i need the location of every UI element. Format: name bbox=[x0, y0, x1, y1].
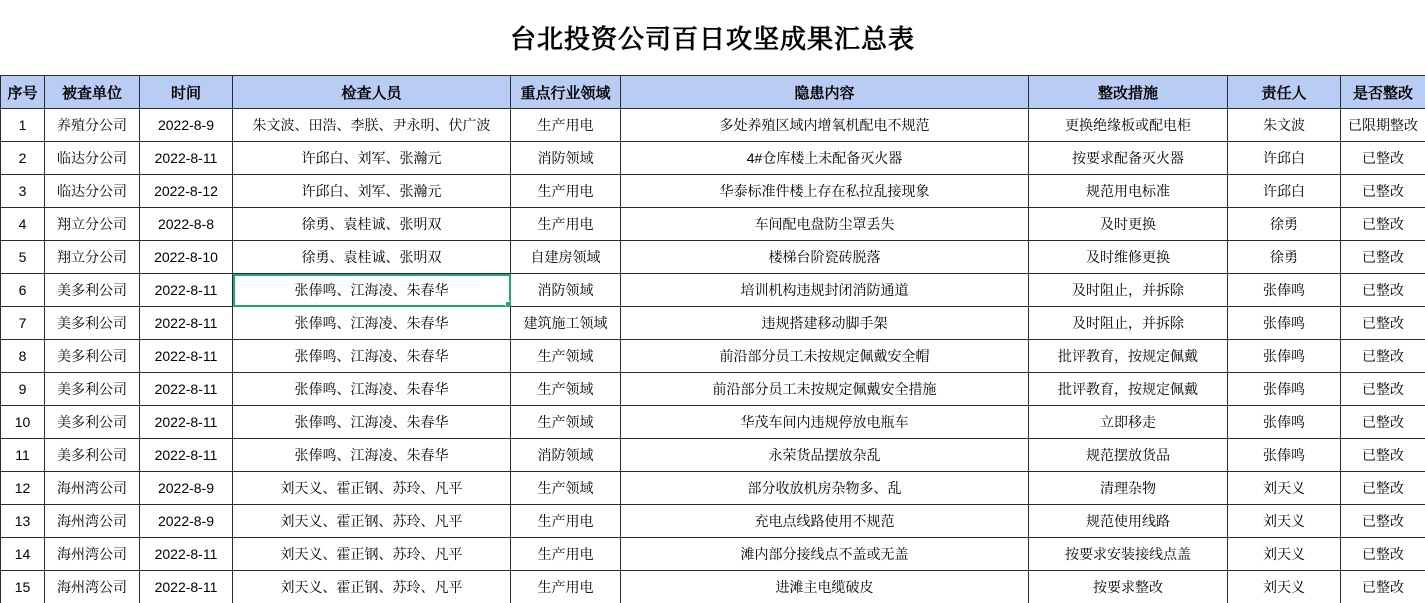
cell-unit[interactable]: 养殖分公司 bbox=[45, 109, 140, 142]
cell-owner[interactable]: 徐勇 bbox=[1228, 208, 1341, 241]
header-row bbox=[1, 76, 1425, 109]
cell-status[interactable]: 已整改 bbox=[1341, 373, 1425, 406]
cell-status[interactable]: 已整改 bbox=[1341, 208, 1425, 241]
cell-hazard[interactable]: 部分收放机房杂物多、乱 bbox=[621, 472, 1029, 505]
cell-date[interactable]: 2022-8-11 bbox=[140, 571, 233, 603]
cell-measure[interactable]: 及时维修更换 bbox=[1029, 241, 1228, 274]
cell-status[interactable]: 已整改 bbox=[1341, 241, 1425, 274]
cell-date[interactable]: 2022-8-11 bbox=[140, 142, 233, 175]
cell-date[interactable]: 2022-8-12 bbox=[140, 175, 233, 208]
cell-measure[interactable]: 立即移走 bbox=[1029, 406, 1228, 439]
cell-measure[interactable]: 及时阻止，并拆除 bbox=[1029, 274, 1228, 307]
cell-seq[interactable]: 12 bbox=[1, 472, 45, 505]
cell-unit[interactable]: 美多利公司 bbox=[45, 373, 140, 406]
cell-field[interactable]: 生产用电 bbox=[511, 505, 621, 538]
cell-hazard[interactable]: 进滩主电缆破皮 bbox=[621, 571, 1029, 603]
table-row bbox=[1, 505, 1425, 538]
cell-date[interactable]: 2022-8-11 bbox=[140, 307, 233, 340]
cell-status[interactable]: 已整改 bbox=[1341, 274, 1425, 307]
cell-measure[interactable]: 按要求配备灭火器 bbox=[1029, 142, 1228, 175]
table-row bbox=[1, 274, 1425, 307]
cell-status[interactable]: 已整改 bbox=[1341, 472, 1425, 505]
column-header-status[interactable]: 是否整改 bbox=[1341, 76, 1425, 109]
cell-unit[interactable]: 美多利公司 bbox=[45, 307, 140, 340]
cell-measure[interactable]: 更换绝缘板或配电柜 bbox=[1029, 109, 1228, 142]
table-row bbox=[1, 109, 1425, 142]
cell-inspectors[interactable]: 张俸鸣、江海凌、朱春华 bbox=[233, 307, 511, 340]
cell-inspectors[interactable]: 刘天义、霍正钢、苏玲、凡平 bbox=[233, 472, 511, 505]
cell-status[interactable]: 已整改 bbox=[1341, 439, 1425, 472]
cell-owner[interactable]: 许邱白 bbox=[1228, 142, 1341, 175]
table-row bbox=[1, 538, 1425, 571]
column-header-unit[interactable]: 被查单位 bbox=[45, 76, 140, 109]
cell-measure[interactable]: 规范用电标准 bbox=[1029, 175, 1228, 208]
cell-inspectors[interactable]: 徐勇、袁桂诚、张明双 bbox=[233, 208, 511, 241]
cell-field[interactable]: 自建房领域 bbox=[511, 241, 621, 274]
cell-field[interactable]: 消防领域 bbox=[511, 439, 621, 472]
cell-hazard[interactable]: 华茂车间内违规停放电瓶车 bbox=[621, 406, 1029, 439]
table-row bbox=[1, 340, 1425, 373]
cell-hazard[interactable]: 前沿部分员工未按规定佩戴安全帽 bbox=[621, 340, 1029, 373]
cell-owner[interactable]: 朱文波 bbox=[1228, 109, 1341, 142]
cell-owner[interactable]: 张俸鸣 bbox=[1228, 439, 1341, 472]
cell-inspectors[interactable]: 张俸鸣、江海凌、朱春华 bbox=[233, 439, 511, 472]
title-bar bbox=[0, 0, 1425, 75]
cell-measure[interactable]: 及时阻止，并拆除 bbox=[1029, 307, 1228, 340]
cell-unit[interactable]: 海州湾公司 bbox=[45, 505, 140, 538]
cell-date[interactable]: 2022-8-9 bbox=[140, 472, 233, 505]
cell-owner[interactable]: 张俸鸣 bbox=[1228, 340, 1341, 373]
column-header-owner[interactable]: 责任人 bbox=[1228, 76, 1341, 109]
cell-seq[interactable]: 13 bbox=[1, 505, 45, 538]
cell-owner[interactable]: 徐勇 bbox=[1228, 241, 1341, 274]
column-header-date[interactable]: 时间 bbox=[140, 76, 233, 109]
column-header-field[interactable]: 重点行业领域 bbox=[511, 76, 621, 109]
cell-status[interactable]: 已整改 bbox=[1341, 571, 1425, 603]
table-row bbox=[1, 142, 1425, 175]
table-row bbox=[1, 439, 1425, 472]
cell-date[interactable]: 2022-8-11 bbox=[140, 439, 233, 472]
table-row bbox=[1, 472, 1425, 505]
table-row bbox=[1, 208, 1425, 241]
cell-inspectors[interactable]: 刘天义、霍正钢、苏玲、凡平 bbox=[233, 505, 511, 538]
cell-date[interactable]: 2022-8-8 bbox=[140, 208, 233, 241]
cell-hazard[interactable]: 前沿部分员工未按规定佩戴安全措施 bbox=[621, 373, 1029, 406]
selected-cell-inspectors[interactable]: 张俸鸣、江海凌、朱春华 bbox=[233, 274, 511, 307]
cell-measure[interactable]: 规范使用线路 bbox=[1029, 505, 1228, 538]
cell-hazard[interactable]: 华泰标准件楼上存在私拉乱接现象 bbox=[621, 175, 1029, 208]
cell-measure[interactable]: 批评教育，按规定佩戴 bbox=[1029, 340, 1228, 373]
cell-owner[interactable]: 张俸鸣 bbox=[1228, 373, 1341, 406]
cell-field[interactable]: 生产用电 bbox=[511, 208, 621, 241]
cell-field[interactable]: 生产用电 bbox=[511, 571, 621, 603]
cell-seq[interactable]: 4 bbox=[1, 208, 45, 241]
column-header-measure[interactable]: 整改措施 bbox=[1029, 76, 1228, 109]
column-header-seq[interactable]: 序号 bbox=[1, 76, 45, 109]
cell-hazard[interactable]: 滩内部分接线点不盖或无盖 bbox=[621, 538, 1029, 571]
cell-seq[interactable]: 5 bbox=[1, 241, 45, 274]
cell-inspectors[interactable]: 张俸鸣、江海凌、朱春华 bbox=[233, 373, 511, 406]
cell-measure[interactable]: 及时更换 bbox=[1029, 208, 1228, 241]
cell-owner[interactable]: 许邱白 bbox=[1228, 175, 1341, 208]
cell-unit[interactable]: 翔立分公司 bbox=[45, 208, 140, 241]
cell-seq[interactable]: 9 bbox=[1, 373, 45, 406]
cell-unit[interactable]: 美多利公司 bbox=[45, 406, 140, 439]
cell-field[interactable]: 生产领域 bbox=[511, 472, 621, 505]
column-header-hazard[interactable]: 隐患内容 bbox=[621, 76, 1029, 109]
cell-unit[interactable]: 临达分公司 bbox=[45, 175, 140, 208]
cell-seq[interactable]: 1 bbox=[1, 109, 45, 142]
table-row bbox=[1, 175, 1425, 208]
cell-field[interactable]: 消防领域 bbox=[511, 274, 621, 307]
cell-status[interactable]: 已整改 bbox=[1341, 307, 1425, 340]
table-row bbox=[1, 406, 1425, 439]
cell-unit[interactable]: 海州湾公司 bbox=[45, 571, 140, 603]
table-row bbox=[1, 571, 1425, 603]
cell-date[interactable]: 2022-8-9 bbox=[140, 109, 233, 142]
cell-seq[interactable]: 15 bbox=[1, 571, 45, 603]
cell-date[interactable]: 2022-8-10 bbox=[140, 241, 233, 274]
table-row bbox=[1, 373, 1425, 406]
cell-inspectors[interactable]: 许邱白、刘军、张瀚元 bbox=[233, 142, 511, 175]
cell-date[interactable]: 2022-8-11 bbox=[140, 274, 233, 307]
cell-measure[interactable]: 批评教育，按规定佩戴 bbox=[1029, 373, 1228, 406]
cell-seq[interactable]: 7 bbox=[1, 307, 45, 340]
cell-seq[interactable]: 6 bbox=[1, 274, 45, 307]
cell-measure[interactable]: 按要求整改 bbox=[1029, 571, 1228, 603]
table-row bbox=[1, 307, 1425, 340]
cell-seq[interactable]: 3 bbox=[1, 175, 45, 208]
cell-inspectors[interactable]: 徐勇、袁桂诚、张明双 bbox=[233, 241, 511, 274]
cell-status[interactable]: 已整改 bbox=[1341, 175, 1425, 208]
cell-status[interactable]: 已整改 bbox=[1341, 340, 1425, 373]
column-header-inspectors[interactable]: 检查人员 bbox=[233, 76, 511, 109]
cell-owner[interactable]: 刘天义 bbox=[1228, 538, 1341, 571]
cell-unit[interactable]: 海州湾公司 bbox=[45, 538, 140, 571]
cell-inspectors[interactable]: 许邱白、刘军、张瀚元 bbox=[233, 175, 511, 208]
cell-inspectors[interactable]: 朱文波、田浩、李朕、尹永明、伏广波 bbox=[233, 109, 511, 142]
cell-date[interactable]: 2022-8-11 bbox=[140, 373, 233, 406]
cell-date[interactable]: 2022-8-11 bbox=[140, 406, 233, 439]
cell-unit[interactable]: 美多利公司 bbox=[45, 439, 140, 472]
cell-seq[interactable]: 10 bbox=[1, 406, 45, 439]
cell-status[interactable]: 已整改 bbox=[1341, 142, 1425, 175]
cell-measure[interactable]: 清理杂物 bbox=[1029, 472, 1228, 505]
cell-inspectors[interactable]: 刘天义、霍正钢、苏玲、凡平 bbox=[233, 571, 511, 603]
cell-field[interactable]: 建筑施工领域 bbox=[511, 307, 621, 340]
cell-owner[interactable]: 刘天义 bbox=[1228, 505, 1341, 538]
cell-status[interactable]: 已限期整改 bbox=[1341, 109, 1425, 142]
cell-inspectors[interactable]: 张俸鸣、江海凌、朱春华 bbox=[233, 406, 511, 439]
cell-seq[interactable]: 8 bbox=[1, 340, 45, 373]
cell-inspectors[interactable]: 刘天义、霍正钢、苏玲、凡平 bbox=[233, 538, 511, 571]
cell-owner[interactable]: 刘天义 bbox=[1228, 472, 1341, 505]
cell-unit[interactable]: 海州湾公司 bbox=[45, 472, 140, 505]
cell-measure[interactable]: 规范摆放货品 bbox=[1029, 439, 1228, 472]
cell-field[interactable]: 生产领域 bbox=[511, 406, 621, 439]
cell-unit[interactable]: 临达分公司 bbox=[45, 142, 140, 175]
cell-date[interactable]: 2022-8-9 bbox=[140, 505, 233, 538]
cell-hazard[interactable]: 充电点线路使用不规范 bbox=[621, 505, 1029, 538]
table-row bbox=[1, 241, 1425, 274]
cell-field[interactable]: 生产用电 bbox=[511, 175, 621, 208]
cell-field[interactable]: 生产领域 bbox=[511, 373, 621, 406]
cell-field[interactable]: 生产领域 bbox=[511, 340, 621, 373]
cell-field[interactable]: 生产用电 bbox=[511, 538, 621, 571]
cell-inspectors[interactable]: 张俸鸣、江海凌、朱春华 bbox=[233, 340, 511, 373]
cell-status[interactable]: 已整改 bbox=[1341, 505, 1425, 538]
cell-owner[interactable]: 刘天义 bbox=[1228, 571, 1341, 603]
cell-hazard[interactable]: 多处养殖区域内增氧机配电不规范 bbox=[621, 109, 1029, 142]
cell-hazard[interactable]: 4#仓库楼上未配备灭火器 bbox=[621, 142, 1029, 175]
cell-hazard[interactable]: 永荣货品摆放杂乱 bbox=[621, 439, 1029, 472]
cell-owner[interactable]: 张俸鸣 bbox=[1228, 307, 1341, 340]
cell-hazard[interactable]: 楼梯台阶瓷砖脱落 bbox=[621, 241, 1029, 274]
cell-field[interactable]: 消防领域 bbox=[511, 142, 621, 175]
cell-unit[interactable]: 美多利公司 bbox=[45, 340, 140, 373]
cell-field[interactable]: 生产用电 bbox=[511, 109, 621, 142]
cell-owner[interactable]: 张俸鸣 bbox=[1228, 274, 1341, 307]
cell-seq[interactable]: 2 bbox=[1, 142, 45, 175]
cell-hazard[interactable]: 培训机构违规封闭消防通道 bbox=[621, 274, 1029, 307]
summary-table bbox=[0, 75, 1425, 603]
cell-owner[interactable]: 张俸鸣 bbox=[1228, 406, 1341, 439]
page-title: 台北投资公司百日攻坚成果汇总表 bbox=[509, 24, 915, 54]
cell-unit[interactable]: 翔立分公司 bbox=[45, 241, 140, 274]
cell-unit[interactable]: 美多利公司 bbox=[45, 274, 140, 307]
cell-status[interactable]: 已整改 bbox=[1341, 406, 1425, 439]
cell-seq[interactable]: 11 bbox=[1, 439, 45, 472]
cell-date[interactable]: 2022-8-11 bbox=[140, 340, 233, 373]
cell-seq[interactable]: 14 bbox=[1, 538, 45, 571]
cell-measure[interactable]: 按要求安装接线点盖 bbox=[1029, 538, 1228, 571]
cell-hazard[interactable]: 违规搭建移动脚手架 bbox=[621, 307, 1029, 340]
cell-date[interactable]: 2022-8-11 bbox=[140, 538, 233, 571]
cell-status[interactable]: 已整改 bbox=[1341, 538, 1425, 571]
cell-hazard[interactable]: 车间配电盘防尘罩丢失 bbox=[621, 208, 1029, 241]
